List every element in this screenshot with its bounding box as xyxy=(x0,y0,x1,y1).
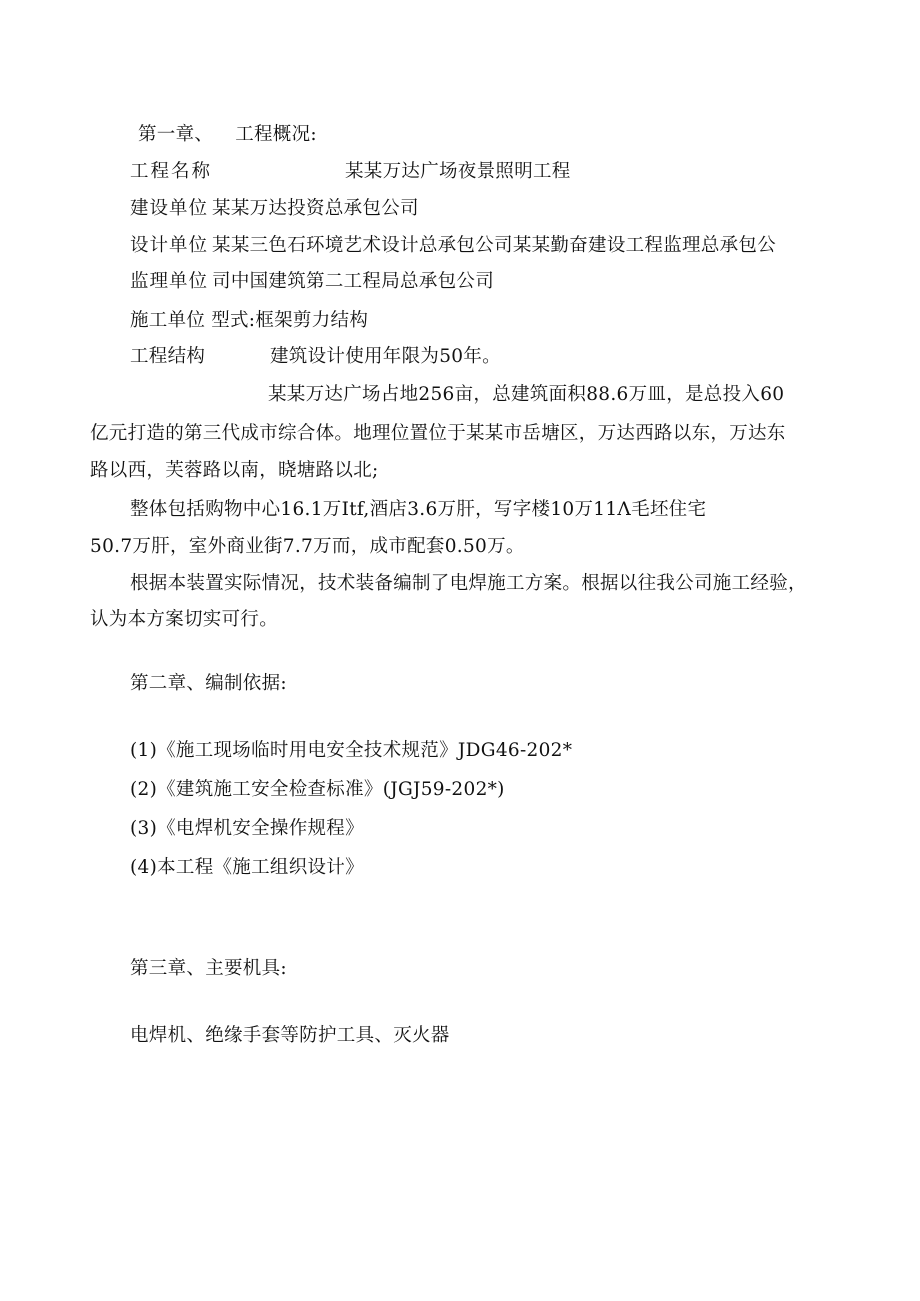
info-value: 某某三色石环境艺术设计总承包公司某某勤奋建设工程监理总承包公 xyxy=(212,235,777,256)
chapter-3-heading: 第三章、主要机具: xyxy=(130,958,287,979)
equipment-list: 电焊机、绝缘手套等防护工具、灭火器 xyxy=(130,1025,450,1046)
info-label: 工程结构 xyxy=(130,346,206,367)
info-label: 工程名称 xyxy=(130,161,213,182)
overview-paragraph-line-1: 某某万达广场占地256亩，总建筑面积88.6万皿，是总投入60 xyxy=(268,384,785,405)
info-row-designer xyxy=(130,237,776,256)
info-value-project-name: 某某万达广场夜景照明工程 xyxy=(345,161,571,182)
info-value: 司中国建筑第二工程局总承包公司 xyxy=(212,271,495,292)
info-label: 监理单位 xyxy=(130,271,209,292)
plan-paragraph-line-2: 认为本方案切实可行。 xyxy=(90,609,279,630)
chapter-2-heading: 第二章、编制依据: xyxy=(130,673,287,694)
info-label: 施工单位 xyxy=(130,310,206,331)
info-row-project-name xyxy=(130,163,212,182)
info-label: 设计单位 xyxy=(130,235,209,256)
info-value: 型式:框架剪力结构 xyxy=(211,310,369,331)
info-row-owner xyxy=(130,200,419,219)
reference-item: (4)本工程《施工组织设计》 xyxy=(130,857,364,878)
scale-paragraph-line-2: 50.7万肝，室外商业街7.7万而，成市配套0.50万。 xyxy=(90,536,525,557)
reference-item: (2)《建筑施工安全检查标准》(JGJ59-202*) xyxy=(130,779,505,800)
info-value: 某某万达投资总承包公司 xyxy=(212,198,419,219)
reference-item: (1)《施工现场临时用电安全技术规范》JDG46-202* xyxy=(130,740,573,761)
chapter-1-heading xyxy=(138,126,317,145)
scale-paragraph-line-1: 整体包括购物中心16.1万Itf,酒店3.6万肝，写字楼10万11Λ毛坯住宅 xyxy=(130,499,707,520)
chapter-1-title: 工程概况: xyxy=(235,124,317,145)
info-label: 建设单位 xyxy=(130,198,209,219)
chapter-1-number: 第一章、 xyxy=(138,124,214,145)
overview-paragraph-line-2: 亿元打造的第三代成市综合体。地理位置位于某某市岳塘区，万达西路以东，万达东 xyxy=(90,423,786,444)
info-row-contractor xyxy=(130,312,368,331)
plan-paragraph-line-1: 根据本装置实际情况，技术装备编制了电焊施工方案。根据以往我公司施工经验， xyxy=(130,573,807,594)
reference-item: (3)《电焊机安全操作规程》 xyxy=(130,818,364,839)
info-value-structure: 建筑设计使用年限为50年。 xyxy=(270,346,501,367)
info-row-supervisor xyxy=(130,273,494,292)
overview-paragraph-line-3: 路以西，芙蓉路以南，晓塘路以北; xyxy=(90,460,379,481)
info-row-structure xyxy=(130,348,205,367)
